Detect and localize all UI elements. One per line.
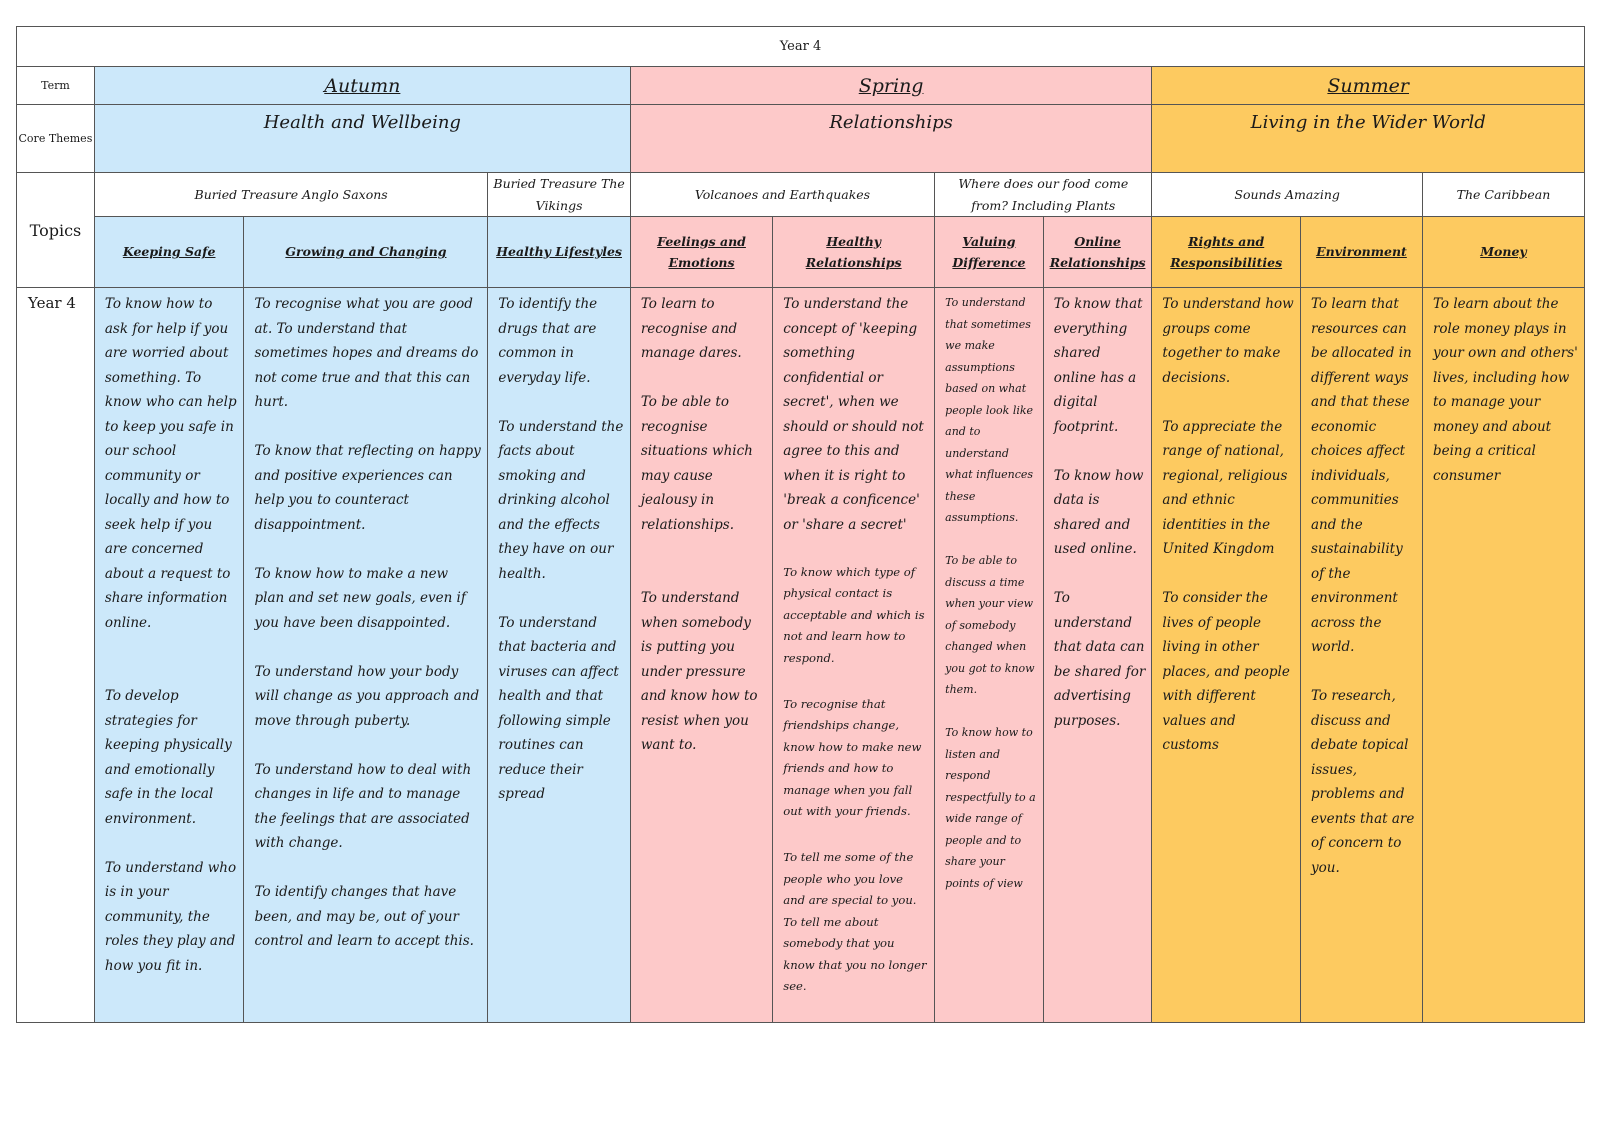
objective: To be able to recognise situations which may cause jealousy in relationships. (640, 394, 753, 533)
objective: To know how to ask for help if you are worried about something. To know who can help to keep you safe in our school community or locally and how to seek help if you are concerned about a request to share information online. (104, 296, 237, 631)
term-summer: Summer (1152, 67, 1585, 105)
content-growing-changing (244, 288, 488, 1023)
topic-volcanoes: Volcanoes and Earthquakes (630, 173, 934, 217)
objective: To identify changes that have been, and may be, out of your control and learn to accept this. (254, 884, 474, 949)
objective: To understand that bacteria and viruses can affect health and that following simple routines can reduce their spread (498, 614, 619, 802)
content-feelings-emotions (630, 288, 772, 1023)
subtopic-healthy-relationships: Healthy Relationships (773, 217, 935, 288)
core-themes-label: Core Themes (17, 105, 95, 173)
objective: To learn to recognise and manage dares. (640, 296, 742, 361)
objective: To learn that resources can be allocated in different ways and that these economic choices affect individuals, communities and the sustainability of the environment across the world. (1311, 296, 1412, 655)
content-healthy-relationships (773, 288, 935, 1023)
objective: To understand that sometimes we make assumptions based on what people look like and to understand what influences these assumptions. (945, 296, 1034, 524)
objective: To know how to make a new plan and set new goals, even if you have been disappointed. (254, 565, 466, 631)
content-environment (1301, 288, 1423, 1023)
term-spring: Spring (630, 67, 1152, 105)
topics-label: Topics (17, 173, 95, 288)
objective: To know that everything shared online has a digital footprint. (1053, 296, 1143, 435)
objective: To understand that data can be shared for advertising purposes. (1053, 590, 1146, 729)
subtopic-growing-changing: Growing and Changing (244, 217, 488, 288)
topic-caribbean: The Caribbean (1422, 173, 1584, 217)
objective: To recognise that friendships change, know how to make new friends and how to manage when you fall out with your friends. (783, 696, 922, 818)
objective: To tell me some of the people who you love and are special to you. To tell me about somebody that you know that you no longer see. (783, 850, 927, 993)
objective: To appreciate the range of national, regional, religious and ethnic identities in the United Kingdom (1162, 418, 1288, 557)
theme-spring: Relationships (630, 105, 1152, 173)
objective: To research, discuss and debate topical issues, problems and events that are of concern to you. (1311, 688, 1415, 876)
subtopic-rights-responsibilities: Rights and Responsibilities (1152, 217, 1301, 288)
theme-autumn: Health and Wellbeing (94, 105, 630, 173)
objective: To understand how to deal with changes in life and to manage the feelings that are associated with change. (254, 761, 472, 851)
subtopic-valuing-difference: Valuing Difference (935, 217, 1044, 288)
objective: To understand how groups come together to make decisions. (1162, 296, 1294, 386)
objective: To learn about the role money plays in your own and others' lives, including how to manage your money and about being a critical consumer (1432, 296, 1578, 484)
objective: To understand when somebody is putting you under pressure and know how to resist when you want to. (640, 590, 758, 753)
content-money (1422, 288, 1584, 1023)
content-rights-responsibilities (1152, 288, 1301, 1023)
content-valuing-difference (935, 288, 1044, 1023)
term-label: Term (17, 67, 95, 105)
subtopic-keeping-safe: Keeping Safe (94, 217, 244, 288)
topic-vikings: Buried Treasure The Vikings (488, 173, 630, 217)
objective: To understand the facts about smoking and drinking alcohol and the effects they have on our health. (498, 418, 624, 582)
year4-curriculum-table (16, 26, 1585, 1023)
objective: To know that reflecting on happy and positive experiences can help you to counteract disappointment. (254, 443, 481, 533)
objective: To develop strategies for keeping physically and emotionally safe in the local environment. (104, 688, 232, 827)
content-healthy-lifestyles (488, 288, 630, 1023)
content-keeping-safe (94, 288, 244, 1023)
content-online-relationships (1043, 288, 1152, 1023)
subtopic-environment: Environment (1301, 217, 1423, 288)
objective: To know how to listen and respond respectfully to a wide range of people and to share your points of view (945, 726, 1036, 890)
subtopic-healthy-lifestyles: Healthy Lifestyles (488, 217, 630, 288)
subtopic-online-relationships: Online Relationships (1043, 217, 1152, 288)
page-title: Year 4 (17, 27, 1585, 67)
objective: To identify the drugs that are common in everyday life. (498, 296, 598, 386)
topic-anglo-saxons: Buried Treasure Anglo Saxons (94, 173, 488, 217)
objective: To understand how your body will change as you approach and move through puberty. (254, 663, 480, 729)
topic-food: Where does our food come from? Including Plants (935, 173, 1152, 217)
term-autumn: Autumn (94, 67, 630, 105)
subtopic-feelings-emotions: Feelings and Emotions (630, 217, 772, 288)
objective: To consider the lives of people living in other places, and people with different values and customs (1162, 590, 1290, 753)
topic-sounds: Sounds Amazing (1152, 173, 1423, 217)
objective: To know how data is shared and used online. (1053, 467, 1144, 557)
objective: To be able to discuss a time when your view of somebody changed when you got to know them. (945, 554, 1035, 696)
objective: To understand who is in your community, the roles they play and how you fit in. (104, 859, 237, 974)
year-row-label: Year 4 (17, 288, 95, 1023)
theme-summer: Living in the Wider World (1152, 105, 1585, 173)
objective: To understand the concept of 'keeping something confidential or secret', when we should or should not agree to this and when it is right to 'break a conficence' or 'share a secret' (783, 296, 924, 533)
subtopic-money: Money (1422, 217, 1584, 288)
objective: To know which type of physical contact is acceptable and which is not and learn how to respond. (783, 564, 925, 665)
objective: To recognise what you are good at. To understand that sometimes hopes and dreams do not come true and that this can hurt. (254, 296, 479, 410)
